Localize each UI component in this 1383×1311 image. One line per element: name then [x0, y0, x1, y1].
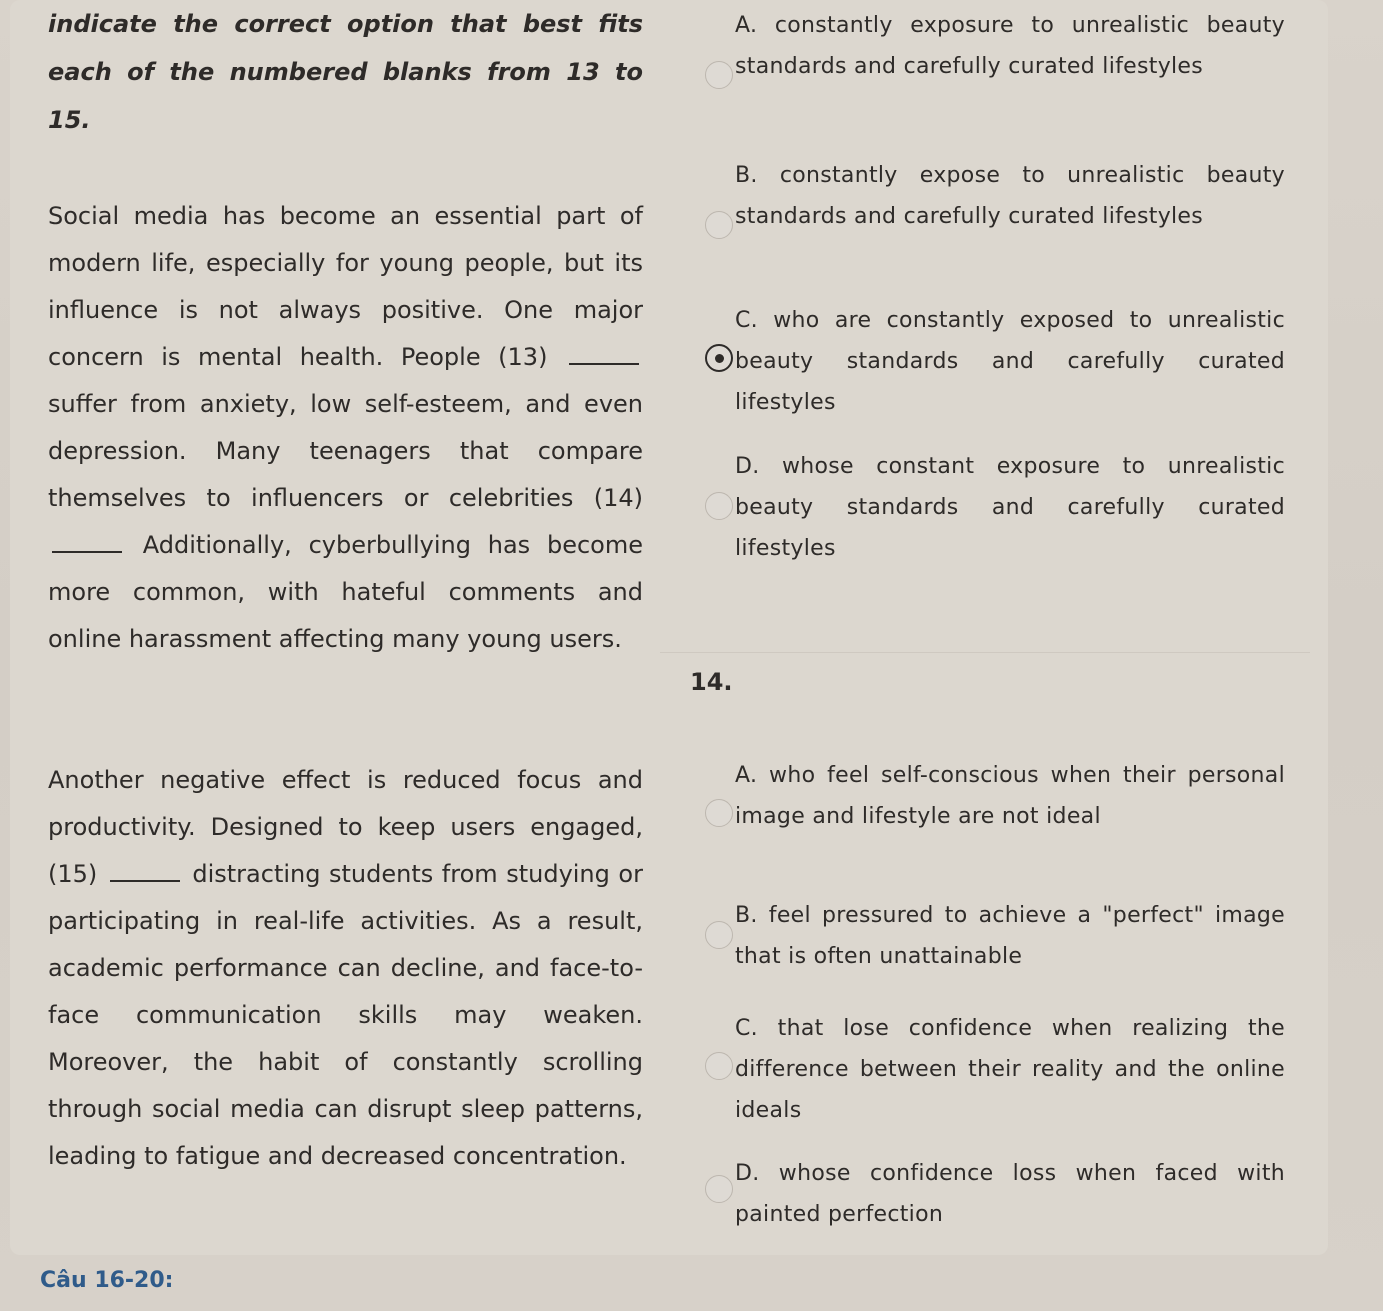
blank-15 — [110, 860, 180, 882]
passage-text: Additionally, cyberbullying has become more common, with hateful comments and online harassment affecting many young users. — [48, 531, 643, 653]
radio-button[interactable] — [705, 1052, 733, 1080]
radio-button[interactable] — [705, 492, 733, 520]
q14-option-d[interactable] — [705, 1153, 1285, 1243]
radio-button[interactable] — [705, 921, 733, 949]
question-number: 14. — [690, 668, 733, 696]
passage-text: Another negative effect is reduced focus and productivity. Designed to keep users engaged, (15) — [48, 766, 643, 888]
instructions: indicate the correct option that best fits each of the numbered blanks from 13 to 15. — [48, 10, 643, 134]
q14-option-b[interactable] — [705, 895, 1285, 995]
q13-option-d[interactable] — [705, 446, 1285, 566]
divider — [660, 652, 1310, 653]
option-label: D. whose constant exposure to unrealistic beauty standards and carefully curated lifestyles — [735, 454, 1285, 561]
passage-column — [48, 0, 643, 1170]
option-label: C. that lose confidence when realizing the difference between their reality and the online ideals — [735, 1016, 1285, 1123]
passage-text: distracting students from studying or participating in real-life activities. As a result, academic performance can decline, and face-to-face communication skills may weaken. Moreover, the habit of constantly scrolling through social media can disrupt sleep patterns, leading to fatigue and decreased concentration. — [48, 860, 643, 1170]
q14-option-a[interactable] — [705, 755, 1285, 875]
option-label: A. who feel self-conscious when their personal image and lifestyle are not ideal — [735, 763, 1285, 829]
passage-text: suffer from anxiety, low self-esteem, and even depression. Many teenagers that compare themselves to influencers or celebrities (14) — [48, 390, 643, 512]
option-label: B. feel pressured to achieve a "perfect" image that is often unattainable — [735, 903, 1285, 969]
passage-text: Social media has become an essential part of modern life, especially for young people, but its influence is not always positive. One major concern is mental health. People (13) — [48, 202, 643, 371]
passage-paragraph-2 — [48, 757, 643, 1180]
q13-option-c[interactable] — [705, 300, 1285, 420]
radio-button[interactable] — [705, 1175, 733, 1203]
radio-button[interactable] — [705, 799, 733, 827]
next-section-heading: Câu 16-20: — [40, 1268, 174, 1293]
radio-button-selected[interactable] — [705, 344, 733, 372]
q14-option-c[interactable] — [705, 1008, 1285, 1128]
option-label: A. constantly exposure to unrealistic beauty standards and carefully curated lifestyles — [735, 13, 1285, 79]
passage-paragraph-1 — [48, 193, 643, 663]
radio-button[interactable] — [705, 61, 733, 89]
option-label: C. who are constantly exposed to unrealistic beauty standards and carefully curated lifestyles — [735, 308, 1285, 415]
option-label: D. whose confidence loss when faced with painted perfection — [735, 1161, 1285, 1227]
blank-14 — [52, 531, 122, 553]
option-label: B. constantly expose to unrealistic beauty standards and carefully curated lifestyles — [735, 163, 1285, 229]
q13-option-b[interactable] — [705, 155, 1285, 275]
blank-13 — [569, 343, 639, 365]
q13-option-a[interactable] — [705, 5, 1285, 125]
radio-button[interactable] — [705, 211, 733, 239]
